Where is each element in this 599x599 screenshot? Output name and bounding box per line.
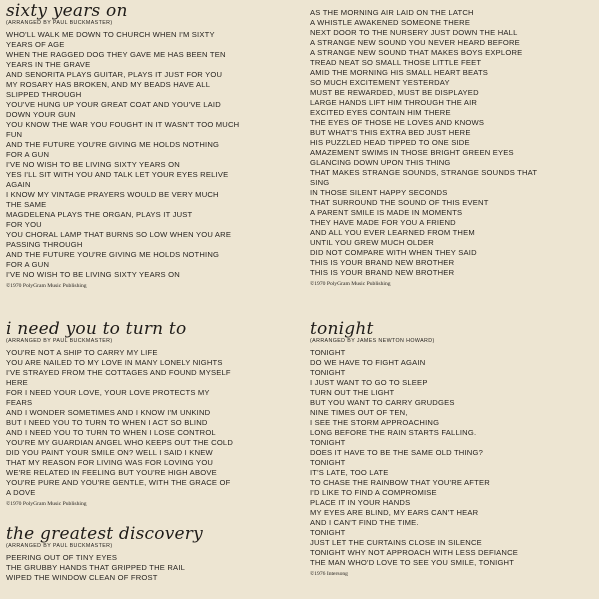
lyric-line: MY ROSARY HAS BROKEN, AND MY BEADS HAVE ALL [6,80,211,89]
lyric-line: SO MUCH EXCITEMENT YESTERDAY [310,78,450,87]
lyric-line: A STRANGE NEW SOUND YOU NEVER HEARD BEFORE [310,38,520,47]
lyric-line: MUST BE REWARDED, MUST BE DISPLAYED [310,88,479,97]
lyric-line: MY EYES ARE BLIND, MY EARS CAN'T HEAR [310,508,479,517]
lyrics [310,8,599,278]
lyric-line: WHO'LL WALK ME DOWN TO CHURCH WHEN I'M SIXTY [6,30,215,39]
lyric-line: YEARS IN THE GRAVE [6,60,91,69]
lyric-line: A DOVE [6,488,36,497]
lyric-line: DOWN YOUR GUN [6,110,76,119]
lyric-line: I KNOW MY VINTAGE PRAYERS WOULD BE VERY MUCH [6,190,219,199]
lyric-line: IN THOSE SILENT HAPPY SECONDS [310,188,448,197]
lyrics [6,30,296,280]
lyric-line: PLACE IT IN YOUR HANDS [310,498,411,507]
lyric-line: THEY HAVE MADE FOR YOU A FRIEND [310,218,456,227]
lyric-line: FOR A GUN [6,150,50,159]
lyric-line: YOU'RE PURE AND YOU'RE GENTLE, WITH THE GRACE OF [6,478,231,487]
lyric-line: THE MAN WHO'D LOVE TO SEE YOU SMILE, TONIGHT [310,558,515,567]
lyric-line: AND ALL YOU EVER LEARNED FROM THEM [310,228,475,237]
song-sixty-years-on [6,2,296,290]
lyrics [310,348,599,568]
lyric-line: NINE TIMES OUT OF TEN, [310,408,408,417]
lyric-line: MAGDELENA PLAYS THE ORGAN, PLAYS IT JUST [6,210,193,219]
lyric-line: FUN [6,130,23,139]
copyright-notice: ©1976 Intersong [310,571,348,577]
lyric-line: THIS IS YOUR BRAND NEW BROTHER [310,258,455,267]
arranger-credit: (ARRANGED BY PAUL BUCKMASTER) [6,543,113,549]
lyric-line: AMAZEMENT SWIMS IN THOSE BRIGHT GREEN EYES [310,148,514,157]
lyric-line: THAT SURROUND THE SOUND OF THIS EVENT [310,198,489,207]
lyric-line: YOU ARE NAILED TO MY LOVE IN MANY LONELY NIGHTS [6,358,223,367]
lyric-line: FEARS [6,398,33,407]
lyric-line: YOU'RE NOT A SHIP TO CARRY MY LIFE [6,348,158,357]
song-the-greatest-discovery [6,525,296,583]
lyric-line: IT'S LATE, TOO LATE [310,468,389,477]
lyric-line: TO CHASE THE RAINBOW THAT YOU'RE AFTER [310,478,490,487]
lyric-line: YOU KNOW THE WAR YOU FOUGHT IN IT WASN'T TOO MUCH [6,120,240,129]
lyric-line: GLANCING DOWN UPON THIS THING [310,158,451,167]
lyric-line: AND SENORITA PLAYS GUITAR, PLAYS IT JUST FOR YOU [6,70,223,79]
lyric-line: TREAD NEAT SO SMALL THOSE LITTLE FEET [310,58,482,67]
lyric-line: TONIGHT [310,528,346,537]
lyric-line: WHEN THE RAGGED DOG THEY GAVE ME HAS BEEN TEN [6,50,226,59]
lyric-line: DID YOU PAINT YOUR SMILE ON? WELL I SAID I KNEW [6,448,213,457]
song-the-greatest-discovery-continued [310,8,599,288]
song-title: sixty years on [6,1,128,21]
lyric-line: AS THE MORNING AIR LAID ON THE LATCH [310,8,474,17]
lyric-line: AND THE FUTURE YOU'RE GIVING ME HOLDS NOTHING [6,140,220,149]
lyric-line: DID NOT COMPARE WITH WHEN THEY SAID [310,248,477,257]
lyrics [6,348,296,498]
lyric-line: TONIGHT WHY NOT APPROACH WITH LESS DEFIANCE [310,548,519,557]
lyric-line: UNTIL YOU GREW MUCH OLDER [310,238,434,247]
lyric-line: EXCITED EYES CONTAIN HIM THERE [310,108,451,117]
lyric-line: TURN OUT THE LIGHT [310,388,395,397]
lyric-line: BUT YOU WANT TO CARRY GRUDGES [310,398,455,407]
lyric-line: JUST LET THE CURTAINS CLOSE IN SILENCE [310,538,482,547]
lyric-line: A STRANGE NEW SOUND THAT MAKES BOYS EXPLORE [310,48,523,57]
lyric-line: A PARENT SMILE IS MADE IN MOMENTS [310,208,463,217]
song-tonight [310,320,599,578]
lyric-line: TONIGHT [310,458,346,467]
lyric-line: SING [310,178,330,187]
lyric-line: THAT MAKES STRANGE SOUNDS, STRANGE SOUNDS THAT [310,168,538,177]
song-title: i need you to turn to [6,319,187,339]
lyric-line: PEERING OUT OF TINY EYES [6,553,118,562]
lyric-line: AND THE FUTURE YOU'RE GIVING ME HOLDS NOTHING [6,250,220,259]
lyric-line: TONIGHT [310,348,346,357]
lyric-line: AND I CAN'T FIND THE TIME. [310,518,419,527]
lyric-line: I'VE NO WISH TO BE LIVING SIXTY YEARS ON [6,270,180,279]
lyric-line: A WHISTLE AWAKENED SOMEONE THERE [310,18,471,27]
copyright-notice: ©1970 PolyGram Music Publishing [6,283,87,289]
lyric-line: NEXT DOOR TO THE NURSERY JUST DOWN THE HALL [310,28,518,37]
lyric-line: LARGE HANDS LIFT HIM THROUGH THE AIR [310,98,478,107]
lyric-line: YEARS OF AGE [6,40,65,49]
lyric-line: HIS PUZZLED HEAD TIPPED TO ONE SIDE [310,138,470,147]
copyright-notice: ©1970 PolyGram Music Publishing [310,281,391,287]
lyric-line: I SEE THE STORM APPROACHING [310,418,440,427]
lyric-line: FOR I NEED YOUR LOVE, YOUR LOVE PROTECTS MY [6,388,210,397]
lyric-line: I'VE NO WISH TO BE LIVING SIXTY YEARS ON [6,160,180,169]
lyric-line: TONIGHT [310,438,346,447]
lyrics [6,553,296,583]
lyric-line: FOR A GUN [6,260,50,269]
lyric-line: TONIGHT [310,368,346,377]
lyric-line: YES I'LL SIT WITH YOU AND TALK LET YOUR EYES RELIVE [6,170,229,179]
lyric-line: SLIPPED THROUGH [6,90,82,99]
lyric-line: AND I NEED YOU TO TURN TO WHEN I LOSE CONTROL [6,428,216,437]
lyric-line: YOU'RE MY GUARDIAN ANGEL WHO KEEPS OUT THE COLD [6,438,234,447]
song-title: the greatest discovery [6,524,203,544]
lyric-line: THE EYES OF THOSE HE LOVES AND KNOWS [310,118,485,127]
lyric-line: THE SAME [6,200,47,209]
lyric-line: DOES IT HAVE TO BE THE SAME OLD THING? [310,448,484,457]
lyric-line: YOU'VE HUNG UP YOUR GREAT COAT AND YOU'VE LAID [6,100,221,109]
lyric-line: AMID THE MORNING HIS SMALL HEART BEATS [310,68,489,77]
song-title: tonight [310,319,374,339]
lyric-line: WIPED THE WINDOW CLEAN OF FROST [6,573,158,582]
lyric-line: YOU CHORAL LAMP THAT BURNS SO LOW WHEN YOU ARE [6,230,232,239]
lyric-line: I JUST WANT TO GO TO SLEEP [310,378,428,387]
arranger-credit: (ARRANGED BY PAUL BUCKMASTER) [6,20,113,26]
arranger-credit: (ARRANGED BY PAUL BUCKMASTER) [6,338,113,344]
lyric-line: PASSING THROUGH [6,240,83,249]
lyric-line: BUT WHAT'S THIS EXTRA BED JUST HERE [310,128,471,137]
lyric-line: DO WE HAVE TO FIGHT AGAIN [310,358,426,367]
lyric-line: THE GRUBBY HANDS THAT GRIPPED THE RAIL [6,563,186,572]
lyric-line: I'D LIKE TO FIND A COMPROMISE [310,488,437,497]
lyric-line: THIS IS YOUR BRAND NEW BROTHER [310,268,455,277]
lyric-line: AND I WONDER SOMETIMES AND I KNOW I'M UNKIND [6,408,211,417]
lyric-line: BUT I NEED YOU TO TURN TO WHEN I ACT SO BLIND [6,418,208,427]
lyric-line: FOR YOU [6,220,42,229]
lyric-line: AGAIN [6,180,31,189]
lyric-line: LONG BEFORE THE RAIN STARTS FALLING. [310,428,477,437]
lyric-line: HERE [6,378,28,387]
lyric-line: I'VE STRAYED FROM THE COTTAGES AND FOUND MYSELF [6,368,231,377]
lyric-line: THAT MY REASON FOR LIVING WAS FOR LOVING YOU [6,458,214,467]
song-i-need-you-to-turn-to [6,320,296,508]
lyric-line: WE'RE RELATED IN FEELING BUT YOU'RE HIGH ABOVE [6,468,217,477]
copyright-notice: ©1970 PolyGram Music Publishing [6,501,87,507]
arranger-credit: (ARRANGED BY JAMES NEWTON HOWARD) [310,338,435,344]
